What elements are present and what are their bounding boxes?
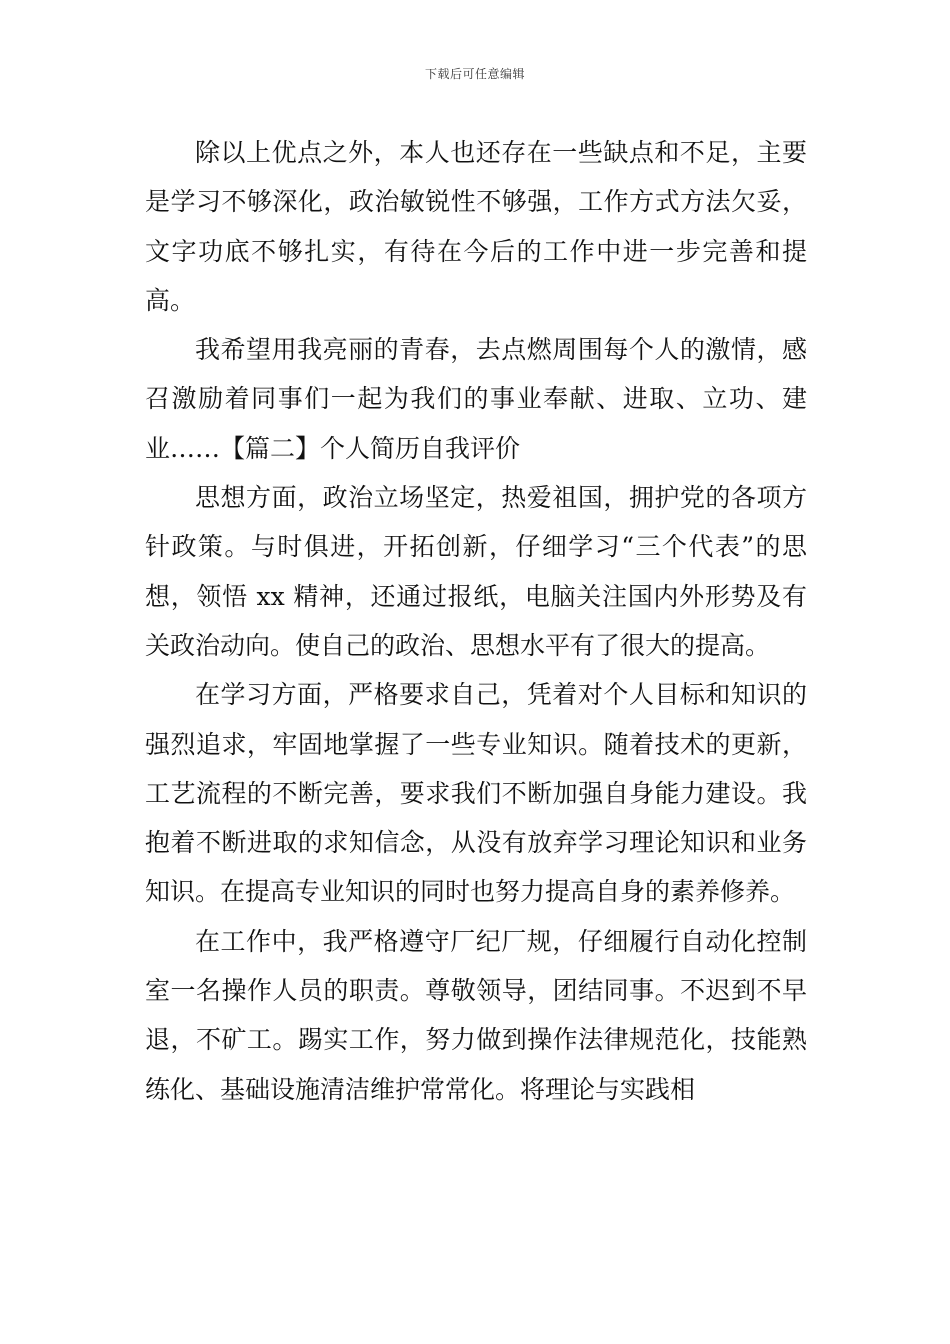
- paragraph-shortcomings: 除以上优点之外，本人也还存在一些缺点和不足，主要是学习不够深化，政治敏锐性不够强，工作方式方法欠妥，文字功底不够扎实，有待在今后的工作中进一步完善和提高。: [145, 138, 807, 315]
- header-note: 下载后可任意编辑: [424, 67, 525, 81]
- paragraph-ideology: 思想方面，政治立场坚定，热爱祖国，拥护党的各项方针政策。与时俱进，开拓创新，仔细学习“三个代表”的思想，领悟 xx 精神，还通过报纸，电脑关注国内外形势及有关政治动向。使自己的政治、思想水平有了很大的提高。: [145, 483, 807, 660]
- paragraph-study: 在学习方面，严格要求自己，凭着对个人目标和知识的强烈追求，牢固地掌握了一些专业知识。随着技术的更新，工艺流程的不断完善，要求我们不断加强自身能力建设。我抱着不断进取的求知信念，从没有放弃学习理论知识和业务知识。在提高专业知识的同时也努力提高自身的素养修养。: [145, 680, 807, 907]
- paragraph-work: 在工作中，我严格遵守厂纪厂规，仔细履行自动化控制室一名操作人员的职责。尊敬领导，团结同事。不迟到不早退，不矿工。踢实工作，努力做到操作法律规范化，技能熟练化、基础设施清洁维护常常化。将理论与实践相: [145, 926, 807, 1104]
- document-body: [145, 128, 807, 1114]
- paragraph-hope: 我希望用我亮丽的青春，去点燃周围每个人的激情，感召激励着同事们一起为我们的事业奉献、进取、立功、建业……【篇二】个人简历自我评价: [145, 335, 807, 463]
